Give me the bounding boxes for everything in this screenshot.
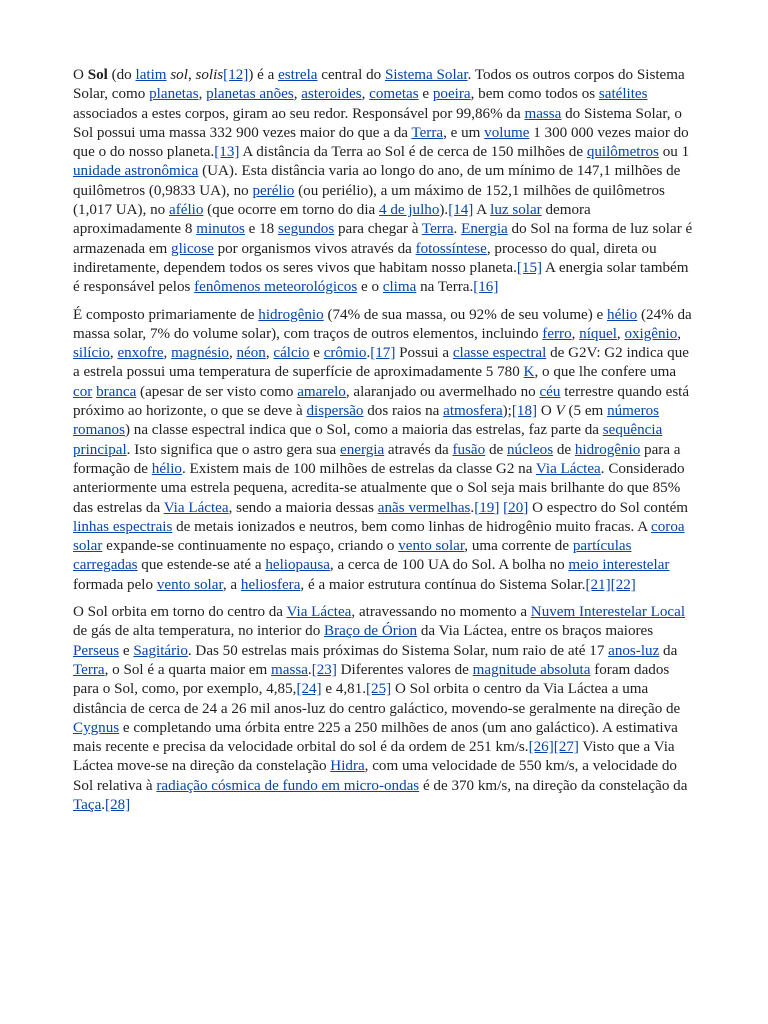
link-massa[interactable]: massa: [524, 105, 562, 122]
reference-link-21[interactable]: [21]: [585, 576, 611, 593]
text-run: , alaranjado ou avermelhado no: [345, 383, 540, 400]
link-vento-solar[interactable]: vento solar: [398, 538, 465, 555]
link-luz-solar[interactable]: luz solar: [490, 202, 542, 219]
link-poeira[interactable]: poeira: [432, 86, 471, 103]
link-fotossintese[interactable]: fotossíntese: [415, 240, 487, 257]
link-afelio[interactable]: afélio: [169, 202, 204, 219]
text-run: , e um: [443, 124, 485, 141]
text-run: .: [470, 499, 475, 516]
link-enxofre[interactable]: enxofre: [117, 345, 164, 362]
reference-link-25[interactable]: [25]: [366, 681, 392, 698]
text-run: ) na classe espectral indica que o Sol, como a maioria das estrelas, faz parte da: [124, 422, 603, 439]
paragraph-1: [73, 66, 696, 298]
reference-link-13[interactable]: [13]: [214, 144, 240, 161]
link-magnitude-absoluta[interactable]: magnitude absoluta: [472, 661, 591, 678]
text-run: da Via Láctea, entre os braços maiores: [417, 623, 654, 640]
link-neon[interactable]: néon: [236, 345, 266, 362]
link-classe-espectral[interactable]: classe espectral: [452, 345, 547, 362]
link-branca[interactable]: branca: [96, 383, 137, 400]
link-sistema-solar[interactable]: Sistema Solar: [384, 67, 468, 83]
link-coroa-solar[interactable]: coroa solar: [73, 518, 685, 555]
text-run: ) é a: [248, 67, 279, 83]
link-heliosfera[interactable]: heliosfera: [240, 576, 301, 593]
text-run: de: [553, 441, 575, 458]
reference-link-18[interactable]: [18]: [511, 403, 538, 420]
link-unidade-astronomica[interactable]: unidade astronômica: [73, 163, 199, 180]
text-run: A energia solar também é responsável pelos: [73, 259, 689, 296]
text-run: de: [485, 441, 507, 458]
text-run: central do: [317, 67, 385, 83]
italic-term: solis: [195, 67, 224, 83]
text-run: expande-se continuamente no espaço, criando o: [102, 538, 399, 555]
link-numeros-romanos[interactable]: números romanos: [73, 403, 660, 439]
text-run: O Sol orbita o centro da Via Láctea a uma distância de cerca de 24 a 26 mil anos-luz do centro galáctico, movendo-se geralmente na direção de: [73, 681, 681, 717]
link-cromio[interactable]: crômio: [323, 345, 367, 362]
text-run: , com uma velocidade de 550 km/s, a velocidade do Sol relativa à: [73, 758, 677, 794]
link-particulas-carregadas[interactable]: partículas carregadas: [73, 538, 632, 574]
text-run: ,: [571, 325, 580, 342]
link-vento-solar[interactable]: vento solar: [156, 576, 223, 593]
text-run: (5 em: [564, 403, 608, 420]
reference-link-19[interactable]: [19]: [474, 499, 500, 516]
text-run: e 4,81.: [321, 681, 367, 698]
text-run: demora aproximadamente 8: [73, 202, 591, 238]
link-planetas[interactable]: planetas: [149, 86, 199, 103]
reference-link-22[interactable]: [22]: [610, 576, 636, 593]
text-run: (apesar de ser visto como: [136, 383, 298, 400]
link-magnesio[interactable]: magnésio: [171, 345, 229, 362]
reference-link-20[interactable]: [20]: [503, 499, 529, 516]
text-run: .: [366, 345, 371, 362]
link-cor[interactable]: cor: [73, 383, 93, 400]
text-run: O Sol orbita em torno do centro da: [73, 604, 287, 621]
link-braco-de-orion[interactable]: Braço de Órion: [324, 623, 418, 640]
text-run: );: [502, 403, 512, 420]
text-run: foram dados para o Sol, como, por exemplo, 4,85,: [73, 661, 670, 698]
text-run: . Existem mais de 100 milhões de estrelas da classe G2 na: [181, 460, 536, 477]
text-run: , uma corrente de: [464, 538, 573, 555]
link-atmosfera[interactable]: atmosfera: [443, 403, 503, 420]
text-run: O espectro do Sol contém: [528, 499, 689, 516]
link-dispersao[interactable]: dispersão: [306, 403, 364, 420]
text-run: na Terra.: [416, 279, 474, 296]
link-terra[interactable]: Terra: [411, 124, 444, 141]
link-estrela[interactable]: estrela: [278, 67, 318, 83]
text-run: . Todos os outros corpos do Sistema Solar, como: [73, 67, 685, 103]
link-anos-luz[interactable]: anos-luz: [608, 642, 660, 659]
reference-link-14[interactable]: [14]: [448, 202, 474, 219]
paragraph-3: [73, 603, 696, 815]
link-ferro[interactable]: ferro: [542, 325, 572, 342]
text-run: ,: [265, 345, 274, 362]
text-run: , processo do qual, direta ou indiretamente, dependem todos os seres vivos que habitam nosso planeta.: [73, 240, 657, 276]
text-run: e 18: [244, 221, 279, 238]
text-run: , é a maior estrutura contínua do Sistema Solar.: [300, 576, 586, 593]
text-run: Diferentes valores de: [336, 661, 473, 678]
text-run: (do: [107, 67, 136, 83]
link-fenomenos-meteorologicos[interactable]: fenômenos meteorológicos: [194, 279, 358, 296]
text-run: e: [418, 86, 433, 103]
text-run: Possui a: [395, 345, 453, 362]
text-run: . Isto significa que o astro gera sua: [126, 441, 341, 458]
text-run: que estende-se até a: [137, 557, 266, 574]
reference-link-26[interactable]: [26]: [528, 739, 554, 756]
text-run: É composto primariamente de: [73, 306, 259, 323]
text-run: ,: [109, 345, 118, 362]
text-run: para chegar à: [334, 221, 422, 238]
link-massa[interactable]: massa: [271, 661, 308, 678]
text-run: . Das 50 estrelas mais próximas do Sistema Solar, num raio de até 17: [187, 642, 609, 659]
link-taca[interactable]: Taça: [73, 796, 102, 813]
link-minutos[interactable]: minutos: [196, 221, 245, 238]
text-run: O: [73, 67, 88, 83]
text-run: , o Sol é a quarta maior em: [104, 661, 272, 678]
link-amarelo[interactable]: amarelo: [297, 383, 346, 400]
link-hidrogenio[interactable]: hidrogênio: [574, 441, 641, 458]
text-run: , sendo a maioria dessas: [228, 499, 378, 516]
link-satelites[interactable]: satélites: [598, 86, 648, 103]
text-run: para a formação de: [73, 441, 681, 477]
text-run: ,: [198, 86, 207, 103]
link-meio-interestelar[interactable]: meio interestelar: [568, 557, 670, 574]
text-run: ,: [163, 345, 172, 362]
text-run: (74% de sua massa, ou 92% de seu volume) e: [323, 306, 608, 323]
link-glicose[interactable]: glicose: [171, 240, 214, 257]
link-clima[interactable]: clima: [382, 279, 417, 296]
text-run: e completando uma órbita entre 225 a 250 milhões de anos (um ano galáctico). A estimativa mais recente e precisa da velocidade orbital do sol é da ordem de 251 km/s.: [73, 719, 678, 756]
text-run: .: [307, 661, 312, 678]
text-run: 1 300 000 vezes maior do que o do nosso planeta.: [73, 124, 689, 161]
link-quilometros[interactable]: quilômetros: [586, 144, 659, 161]
text-run: , a cerca de 100 UA do Sol. A bolha no: [329, 557, 569, 574]
text-run: (24% da massa solar, 7% do volume solar), com traços de outros elementos, incluindo: [73, 306, 692, 342]
reference-link-23[interactable]: [23]: [311, 661, 337, 678]
text-run: ).: [439, 202, 449, 219]
link-sagitario[interactable]: Sagitário: [133, 642, 188, 659]
link-4-de-julho[interactable]: 4 de julho: [379, 202, 440, 219]
text-run: Visto que a Via Láctea move-se na direção da constelação: [73, 739, 675, 775]
link-oxigenio[interactable]: oxigênio: [624, 325, 678, 342]
link-helio[interactable]: hélio: [607, 306, 638, 323]
link-radiacao-cosmica-de-fundo-em-micro-ondas[interactable]: radiação cósmica de fundo em micro-ondas: [156, 777, 420, 794]
text-run: A: [473, 202, 491, 219]
link-sequencia-principal[interactable]: sequência principal: [73, 422, 663, 458]
link-heliopausa[interactable]: heliopausa: [265, 557, 330, 574]
text-run: de metais ionizados e neutros, bem como linhas de hidrogênio muito fracas. A: [172, 518, 652, 535]
link-latim[interactable]: latim: [135, 67, 167, 83]
link-terra[interactable]: Terra: [421, 221, 454, 238]
reference-link-24[interactable]: [24]: [296, 681, 322, 698]
link-hidra[interactable]: Hidra: [330, 758, 365, 775]
text-run: ,: [361, 86, 370, 103]
link-hidrogenio[interactable]: hidrogênio: [258, 306, 324, 323]
text-run: A distância da Terra ao Sol é de cerca de 150 milhões de: [239, 144, 587, 161]
text-run: ,: [677, 325, 682, 342]
link-cygnus[interactable]: Cygnus: [73, 719, 120, 736]
reference-link-28[interactable]: [28]: [105, 796, 131, 813]
text-run: de G2V: G2 indica que a estrela possui uma temperatura de superfície de aproximadamente 5 780: [73, 345, 689, 381]
link-helio[interactable]: hélio: [151, 460, 182, 477]
link-energia[interactable]: Energia: [461, 221, 508, 238]
link-via-lactea[interactable]: Via Láctea: [286, 604, 352, 621]
link-calcio[interactable]: cálcio: [273, 345, 310, 362]
text-run: do Sistema Solar, o Sol possui uma massa 332 900 vezes maior do que a da: [73, 105, 682, 141]
text-run: associados a estes corpos, giram ao seu redor. Responsável por 99,86% da: [73, 105, 525, 122]
text-run: , bem como todos os: [470, 86, 599, 103]
paragraph-2: [73, 306, 696, 595]
text-run: .: [101, 796, 106, 813]
link-asteroides[interactable]: asteroides: [301, 86, 362, 103]
link-planetas-anoes[interactable]: planetas anões: [206, 86, 294, 103]
link-segundos[interactable]: segundos: [278, 221, 335, 238]
link-ceu[interactable]: céu: [539, 383, 561, 400]
text-run: ,: [616, 325, 625, 342]
text-run: e o: [357, 279, 383, 296]
text-run: O: [537, 403, 556, 420]
link-via-lactea[interactable]: Via Láctea: [535, 460, 601, 477]
text-run: (UA). Esta distância varia ao longo do ano, de um mínimo de 147,1 milhões de quilômetros (0,9833 UA), no: [73, 163, 681, 199]
italic-term: V: [555, 403, 565, 420]
link-nucleos[interactable]: núcleos: [506, 441, 554, 458]
text-run: e: [119, 642, 134, 659]
link-perseus[interactable]: Perseus: [73, 642, 120, 659]
text-run: da: [659, 642, 678, 659]
text-run: formada pelo: [73, 576, 157, 593]
reference-link-12[interactable]: [12]: [223, 67, 249, 83]
reference-link-17[interactable]: [17]: [370, 345, 396, 362]
text-run: , o que lhe confere uma: [534, 364, 677, 381]
italic-term: sol: [170, 67, 188, 83]
text-run: , a: [222, 576, 241, 593]
text-run: de gás de alta temperatura, no interior do: [73, 623, 325, 640]
link-anas-vermelhas[interactable]: anãs vermelhas: [377, 499, 471, 516]
text-run: terrestre quando está próximo ao horizonte, o que se deve à: [73, 383, 690, 420]
text-run: por organismos vivos através da: [213, 240, 416, 257]
link-niquel[interactable]: níquel: [579, 325, 617, 342]
text-run: ou 1: [658, 144, 690, 161]
reference-link-27[interactable]: [27]: [553, 739, 579, 756]
text-run: .: [453, 221, 462, 238]
link-linhas-espectrais[interactable]: linhas espectrais: [73, 518, 173, 535]
link-perelio[interactable]: perélio: [252, 182, 295, 199]
link-k[interactable]: K: [523, 364, 535, 381]
text-run: dos raios na: [363, 403, 444, 420]
text-run: (que ocorre em torno do dia: [203, 202, 379, 219]
link-volume[interactable]: volume: [484, 124, 530, 141]
bold-term: Sol: [87, 67, 108, 83]
link-fusao[interactable]: fusão: [452, 441, 486, 458]
text-run: do Sol na forma de luz solar é armazenada em: [73, 221, 693, 257]
article-body: [73, 66, 696, 823]
text-run: e: [309, 345, 324, 362]
reference-link-15[interactable]: [15]: [516, 259, 543, 276]
link-silicio[interactable]: silício: [73, 345, 110, 362]
reference-link-16[interactable]: [16]: [473, 279, 499, 296]
link-cometas[interactable]: cometas: [369, 86, 419, 103]
link-terra[interactable]: Terra: [73, 661, 105, 678]
text-run: é de 370 km/s, na direção da constelação da: [419, 777, 688, 794]
link-energia[interactable]: energia: [340, 441, 385, 458]
link-via-lactea[interactable]: Via Láctea: [163, 499, 229, 516]
text-run: , atravessando no momento a: [351, 604, 531, 621]
text-run: através da: [384, 441, 453, 458]
text-run: ,: [293, 86, 302, 103]
text-run: (ou periélio), a um máximo de 152,1 milhões de quilômetros (1,017 UA), no: [73, 182, 665, 219]
text-run: . Considerado anteriormente uma estrela pequena, acredita-se atualmente que o Sol seja mais brilhante do que 85% das estrelas da: [73, 460, 685, 516]
text-run: ,: [187, 67, 196, 83]
text-run: ,: [228, 345, 237, 362]
link-nuvem-interestelar-local[interactable]: Nuvem Interestelar Local: [530, 604, 686, 621]
